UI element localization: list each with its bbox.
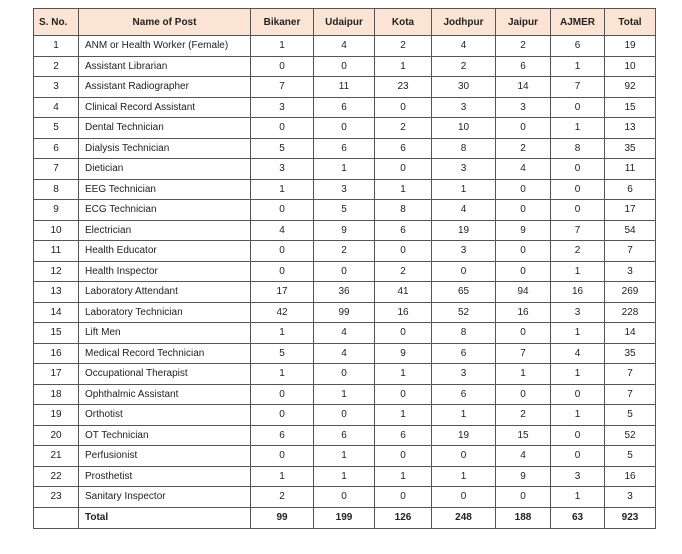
- table-row: [34, 466, 656, 487]
- post-name-cell: Prosthetist: [79, 466, 251, 487]
- udaipur-cell: 6: [314, 97, 375, 118]
- udaipur-cell: 11: [314, 77, 375, 98]
- udaipur-cell: 4: [314, 323, 375, 344]
- total-cell: 6: [605, 179, 656, 200]
- ajmer-cell: 0: [551, 425, 605, 446]
- posts-table: [33, 8, 656, 529]
- sno-cell: 11: [34, 241, 79, 262]
- post-name-cell: Laboratory Attendant: [79, 282, 251, 303]
- kota-cell: 0: [375, 384, 432, 405]
- post-name-cell: Dialysis Technician: [79, 138, 251, 159]
- total-cell: 92: [605, 77, 656, 98]
- table-row: [34, 425, 656, 446]
- ajmer-cell: 0: [551, 384, 605, 405]
- table-row: [34, 220, 656, 241]
- header-udaipur: Udaipur: [314, 9, 375, 36]
- jaipur-cell: 0: [496, 323, 551, 344]
- ajmer-cell: 0: [551, 179, 605, 200]
- table-row: [34, 138, 656, 159]
- jaipur-cell: 0: [496, 118, 551, 139]
- udaipur-cell: 4: [314, 36, 375, 57]
- kota-cell: 0: [375, 446, 432, 467]
- table-row: [34, 384, 656, 405]
- post-name-cell: Medical Record Technician: [79, 343, 251, 364]
- jodhpur-cell: 65: [432, 282, 496, 303]
- table-row: [34, 97, 656, 118]
- ajmer-cell: 0: [551, 159, 605, 180]
- ajmer-cell: 0: [551, 97, 605, 118]
- post-name-cell: Dental Technician: [79, 118, 251, 139]
- sno-cell: 4: [34, 97, 79, 118]
- totals-jaipur: 188: [496, 507, 551, 528]
- bikaner-cell: 17: [251, 282, 314, 303]
- jodhpur-cell: 10: [432, 118, 496, 139]
- udaipur-cell: 4: [314, 343, 375, 364]
- ajmer-cell: 1: [551, 405, 605, 426]
- bikaner-cell: 0: [251, 241, 314, 262]
- jaipur-cell: 4: [496, 159, 551, 180]
- kota-cell: 0: [375, 323, 432, 344]
- header-jaipur: Jaipur: [496, 9, 551, 36]
- jodhpur-cell: 3: [432, 159, 496, 180]
- kota-cell: 1: [375, 179, 432, 200]
- sno-cell: 19: [34, 405, 79, 426]
- kota-cell: 6: [375, 425, 432, 446]
- kota-cell: 1: [375, 364, 432, 385]
- table-row: [34, 241, 656, 262]
- jodhpur-cell: 0: [432, 487, 496, 508]
- bikaner-cell: 0: [251, 118, 314, 139]
- table-row: [34, 364, 656, 385]
- total-cell: 35: [605, 138, 656, 159]
- ajmer-cell: 1: [551, 261, 605, 282]
- udaipur-cell: 3: [314, 179, 375, 200]
- totals-jodhpur: 248: [432, 507, 496, 528]
- udaipur-cell: 1: [314, 466, 375, 487]
- ajmer-cell: 7: [551, 77, 605, 98]
- totals-row: [34, 507, 656, 528]
- jodhpur-cell: 0: [432, 261, 496, 282]
- ajmer-cell: 7: [551, 220, 605, 241]
- table-header-row: [34, 9, 656, 36]
- bikaner-cell: 0: [251, 56, 314, 77]
- udaipur-cell: 0: [314, 118, 375, 139]
- udaipur-cell: 1: [314, 446, 375, 467]
- sno-cell: 2: [34, 56, 79, 77]
- kota-cell: 16: [375, 302, 432, 323]
- jaipur-cell: 14: [496, 77, 551, 98]
- jaipur-cell: 15: [496, 425, 551, 446]
- jaipur-cell: 6: [496, 56, 551, 77]
- sno-cell: 7: [34, 159, 79, 180]
- bikaner-cell: 1: [251, 36, 314, 57]
- post-name-cell: Perfusionist: [79, 446, 251, 467]
- kota-cell: 0: [375, 487, 432, 508]
- totals-ajmer: 63: [551, 507, 605, 528]
- jodhpur-cell: 2: [432, 56, 496, 77]
- total-cell: 3: [605, 487, 656, 508]
- total-cell: 228: [605, 302, 656, 323]
- kota-cell: 0: [375, 159, 432, 180]
- udaipur-cell: 9: [314, 220, 375, 241]
- table-body: [34, 36, 656, 508]
- total-cell: 7: [605, 384, 656, 405]
- jodhpur-cell: 4: [432, 200, 496, 221]
- header-total: Total: [605, 9, 656, 36]
- ajmer-cell: 8: [551, 138, 605, 159]
- kota-cell: 41: [375, 282, 432, 303]
- sno-cell: 6: [34, 138, 79, 159]
- jaipur-cell: 7: [496, 343, 551, 364]
- kota-cell: 9: [375, 343, 432, 364]
- sno-cell: 14: [34, 302, 79, 323]
- ajmer-cell: 16: [551, 282, 605, 303]
- bikaner-cell: 3: [251, 97, 314, 118]
- jaipur-cell: 9: [496, 220, 551, 241]
- totals-total: 923: [605, 507, 656, 528]
- header-bikaner: Bikaner: [251, 9, 314, 36]
- jodhpur-cell: 30: [432, 77, 496, 98]
- table-row: [34, 302, 656, 323]
- post-name-cell: Electrician: [79, 220, 251, 241]
- udaipur-cell: 99: [314, 302, 375, 323]
- sno-cell: 17: [34, 364, 79, 385]
- jaipur-cell: 0: [496, 241, 551, 262]
- table-row: [34, 159, 656, 180]
- sno-cell: 9: [34, 200, 79, 221]
- ajmer-cell: 0: [551, 200, 605, 221]
- sno-cell: 10: [34, 220, 79, 241]
- jodhpur-cell: 8: [432, 138, 496, 159]
- sno-cell: 22: [34, 466, 79, 487]
- udaipur-cell: 0: [314, 261, 375, 282]
- sno-cell: 8: [34, 179, 79, 200]
- bikaner-cell: 0: [251, 200, 314, 221]
- post-name-cell: Occupational Therapist: [79, 364, 251, 385]
- jaipur-cell: 0: [496, 384, 551, 405]
- total-cell: 52: [605, 425, 656, 446]
- post-name-cell: Lift Men: [79, 323, 251, 344]
- table-row: [34, 261, 656, 282]
- bikaner-cell: 1: [251, 323, 314, 344]
- totals-udaipur: 199: [314, 507, 375, 528]
- jodhpur-cell: 3: [432, 97, 496, 118]
- total-cell: 35: [605, 343, 656, 364]
- jodhpur-cell: 4: [432, 36, 496, 57]
- jaipur-cell: 1: [496, 364, 551, 385]
- jodhpur-cell: 1: [432, 405, 496, 426]
- header-ajmer: AJMER: [551, 9, 605, 36]
- header-post: Name of Post: [79, 9, 251, 36]
- ajmer-cell: 2: [551, 241, 605, 262]
- total-cell: 14: [605, 323, 656, 344]
- bikaner-cell: 3: [251, 159, 314, 180]
- post-name-cell: Orthotist: [79, 405, 251, 426]
- table-row: [34, 343, 656, 364]
- post-name-cell: OT Technician: [79, 425, 251, 446]
- total-cell: 5: [605, 446, 656, 467]
- kota-cell: 1: [375, 56, 432, 77]
- jaipur-cell: 2: [496, 138, 551, 159]
- sno-cell: 3: [34, 77, 79, 98]
- table-row: [34, 282, 656, 303]
- ajmer-cell: 1: [551, 56, 605, 77]
- kota-cell: 8: [375, 200, 432, 221]
- post-name-cell: ANM or Health Worker (Female): [79, 36, 251, 57]
- total-cell: 16: [605, 466, 656, 487]
- udaipur-cell: 6: [314, 138, 375, 159]
- post-name-cell: Health Educator: [79, 241, 251, 262]
- table-row: [34, 487, 656, 508]
- ajmer-cell: 1: [551, 487, 605, 508]
- kota-cell: 0: [375, 97, 432, 118]
- bikaner-cell: 7: [251, 77, 314, 98]
- jaipur-cell: 3: [496, 97, 551, 118]
- total-cell: 13: [605, 118, 656, 139]
- table-row: [34, 56, 656, 77]
- post-name-cell: Dietician: [79, 159, 251, 180]
- sno-cell: 12: [34, 261, 79, 282]
- post-name-cell: Laboratory Technician: [79, 302, 251, 323]
- ajmer-cell: 1: [551, 364, 605, 385]
- jaipur-cell: 0: [496, 200, 551, 221]
- udaipur-cell: 5: [314, 200, 375, 221]
- header-kota: Kota: [375, 9, 432, 36]
- sno-cell: 15: [34, 323, 79, 344]
- table-row: [34, 118, 656, 139]
- table-row: [34, 446, 656, 467]
- post-name-cell: Ophthalmic Assistant: [79, 384, 251, 405]
- jaipur-cell: 9: [496, 466, 551, 487]
- bikaner-cell: 6: [251, 425, 314, 446]
- jodhpur-cell: 6: [432, 384, 496, 405]
- sno-cell: 20: [34, 425, 79, 446]
- bikaner-cell: 1: [251, 466, 314, 487]
- totals-label: Total: [79, 507, 251, 528]
- table-row: [34, 179, 656, 200]
- jaipur-cell: 94: [496, 282, 551, 303]
- udaipur-cell: 1: [314, 159, 375, 180]
- totals-sno-cell: [34, 507, 79, 528]
- post-name-cell: Health Inspector: [79, 261, 251, 282]
- sno-cell: 18: [34, 384, 79, 405]
- table-row: [34, 36, 656, 57]
- table-row: [34, 323, 656, 344]
- ajmer-cell: 1: [551, 118, 605, 139]
- sno-cell: 23: [34, 487, 79, 508]
- total-cell: 54: [605, 220, 656, 241]
- jodhpur-cell: 6: [432, 343, 496, 364]
- jaipur-cell: 2: [496, 36, 551, 57]
- post-name-cell: Clinical Record Assistant: [79, 97, 251, 118]
- jodhpur-cell: 3: [432, 364, 496, 385]
- kota-cell: 6: [375, 220, 432, 241]
- kota-cell: 2: [375, 36, 432, 57]
- ajmer-cell: 3: [551, 466, 605, 487]
- kota-cell: 2: [375, 261, 432, 282]
- header-sno: S. No.: [34, 9, 79, 36]
- jaipur-cell: 16: [496, 302, 551, 323]
- udaipur-cell: 36: [314, 282, 375, 303]
- kota-cell: 6: [375, 138, 432, 159]
- header-jodhpur: Jodhpur: [432, 9, 496, 36]
- total-cell: 3: [605, 261, 656, 282]
- sno-cell: 1: [34, 36, 79, 57]
- jodhpur-cell: 0: [432, 446, 496, 467]
- bikaner-cell: 1: [251, 364, 314, 385]
- jodhpur-cell: 8: [432, 323, 496, 344]
- totals-kota: 126: [375, 507, 432, 528]
- total-cell: 15: [605, 97, 656, 118]
- udaipur-cell: 6: [314, 425, 375, 446]
- totals-bikaner: 99: [251, 507, 314, 528]
- udaipur-cell: 0: [314, 487, 375, 508]
- table-row: [34, 405, 656, 426]
- post-name-cell: ECG Technician: [79, 200, 251, 221]
- ajmer-cell: 0: [551, 446, 605, 467]
- ajmer-cell: 6: [551, 36, 605, 57]
- kota-cell: 2: [375, 118, 432, 139]
- bikaner-cell: 5: [251, 138, 314, 159]
- kota-cell: 1: [375, 466, 432, 487]
- jaipur-cell: 4: [496, 446, 551, 467]
- total-cell: 11: [605, 159, 656, 180]
- jaipur-cell: 2: [496, 405, 551, 426]
- kota-cell: 23: [375, 77, 432, 98]
- total-cell: 7: [605, 241, 656, 262]
- bikaner-cell: 5: [251, 343, 314, 364]
- bikaner-cell: 0: [251, 446, 314, 467]
- table-row: [34, 200, 656, 221]
- udaipur-cell: 2: [314, 241, 375, 262]
- jodhpur-cell: 52: [432, 302, 496, 323]
- sno-cell: 5: [34, 118, 79, 139]
- sno-cell: 13: [34, 282, 79, 303]
- ajmer-cell: 1: [551, 323, 605, 344]
- bikaner-cell: 0: [251, 405, 314, 426]
- jodhpur-cell: 1: [432, 179, 496, 200]
- jodhpur-cell: 1: [432, 466, 496, 487]
- jodhpur-cell: 19: [432, 220, 496, 241]
- sno-cell: 16: [34, 343, 79, 364]
- jodhpur-cell: 3: [432, 241, 496, 262]
- bikaner-cell: 0: [251, 261, 314, 282]
- total-cell: 7: [605, 364, 656, 385]
- kota-cell: 0: [375, 241, 432, 262]
- jaipur-cell: 0: [496, 487, 551, 508]
- bikaner-cell: 42: [251, 302, 314, 323]
- table-row: [34, 77, 656, 98]
- bikaner-cell: 2: [251, 487, 314, 508]
- jodhpur-cell: 19: [432, 425, 496, 446]
- kota-cell: 1: [375, 405, 432, 426]
- udaipur-cell: 0: [314, 364, 375, 385]
- total-cell: 5: [605, 405, 656, 426]
- post-name-cell: Assistant Radiographer: [79, 77, 251, 98]
- total-cell: 10: [605, 56, 656, 77]
- bikaner-cell: 4: [251, 220, 314, 241]
- udaipur-cell: 0: [314, 405, 375, 426]
- post-name-cell: Sanitary Inspector: [79, 487, 251, 508]
- bikaner-cell: 1: [251, 179, 314, 200]
- ajmer-cell: 4: [551, 343, 605, 364]
- jaipur-cell: 0: [496, 179, 551, 200]
- total-cell: 17: [605, 200, 656, 221]
- sno-cell: 21: [34, 446, 79, 467]
- post-name-cell: Assistant Librarian: [79, 56, 251, 77]
- udaipur-cell: 0: [314, 56, 375, 77]
- total-cell: 269: [605, 282, 656, 303]
- total-cell: 19: [605, 36, 656, 57]
- post-name-cell: EEG Technician: [79, 179, 251, 200]
- jaipur-cell: 0: [496, 261, 551, 282]
- ajmer-cell: 3: [551, 302, 605, 323]
- bikaner-cell: 0: [251, 384, 314, 405]
- udaipur-cell: 1: [314, 384, 375, 405]
